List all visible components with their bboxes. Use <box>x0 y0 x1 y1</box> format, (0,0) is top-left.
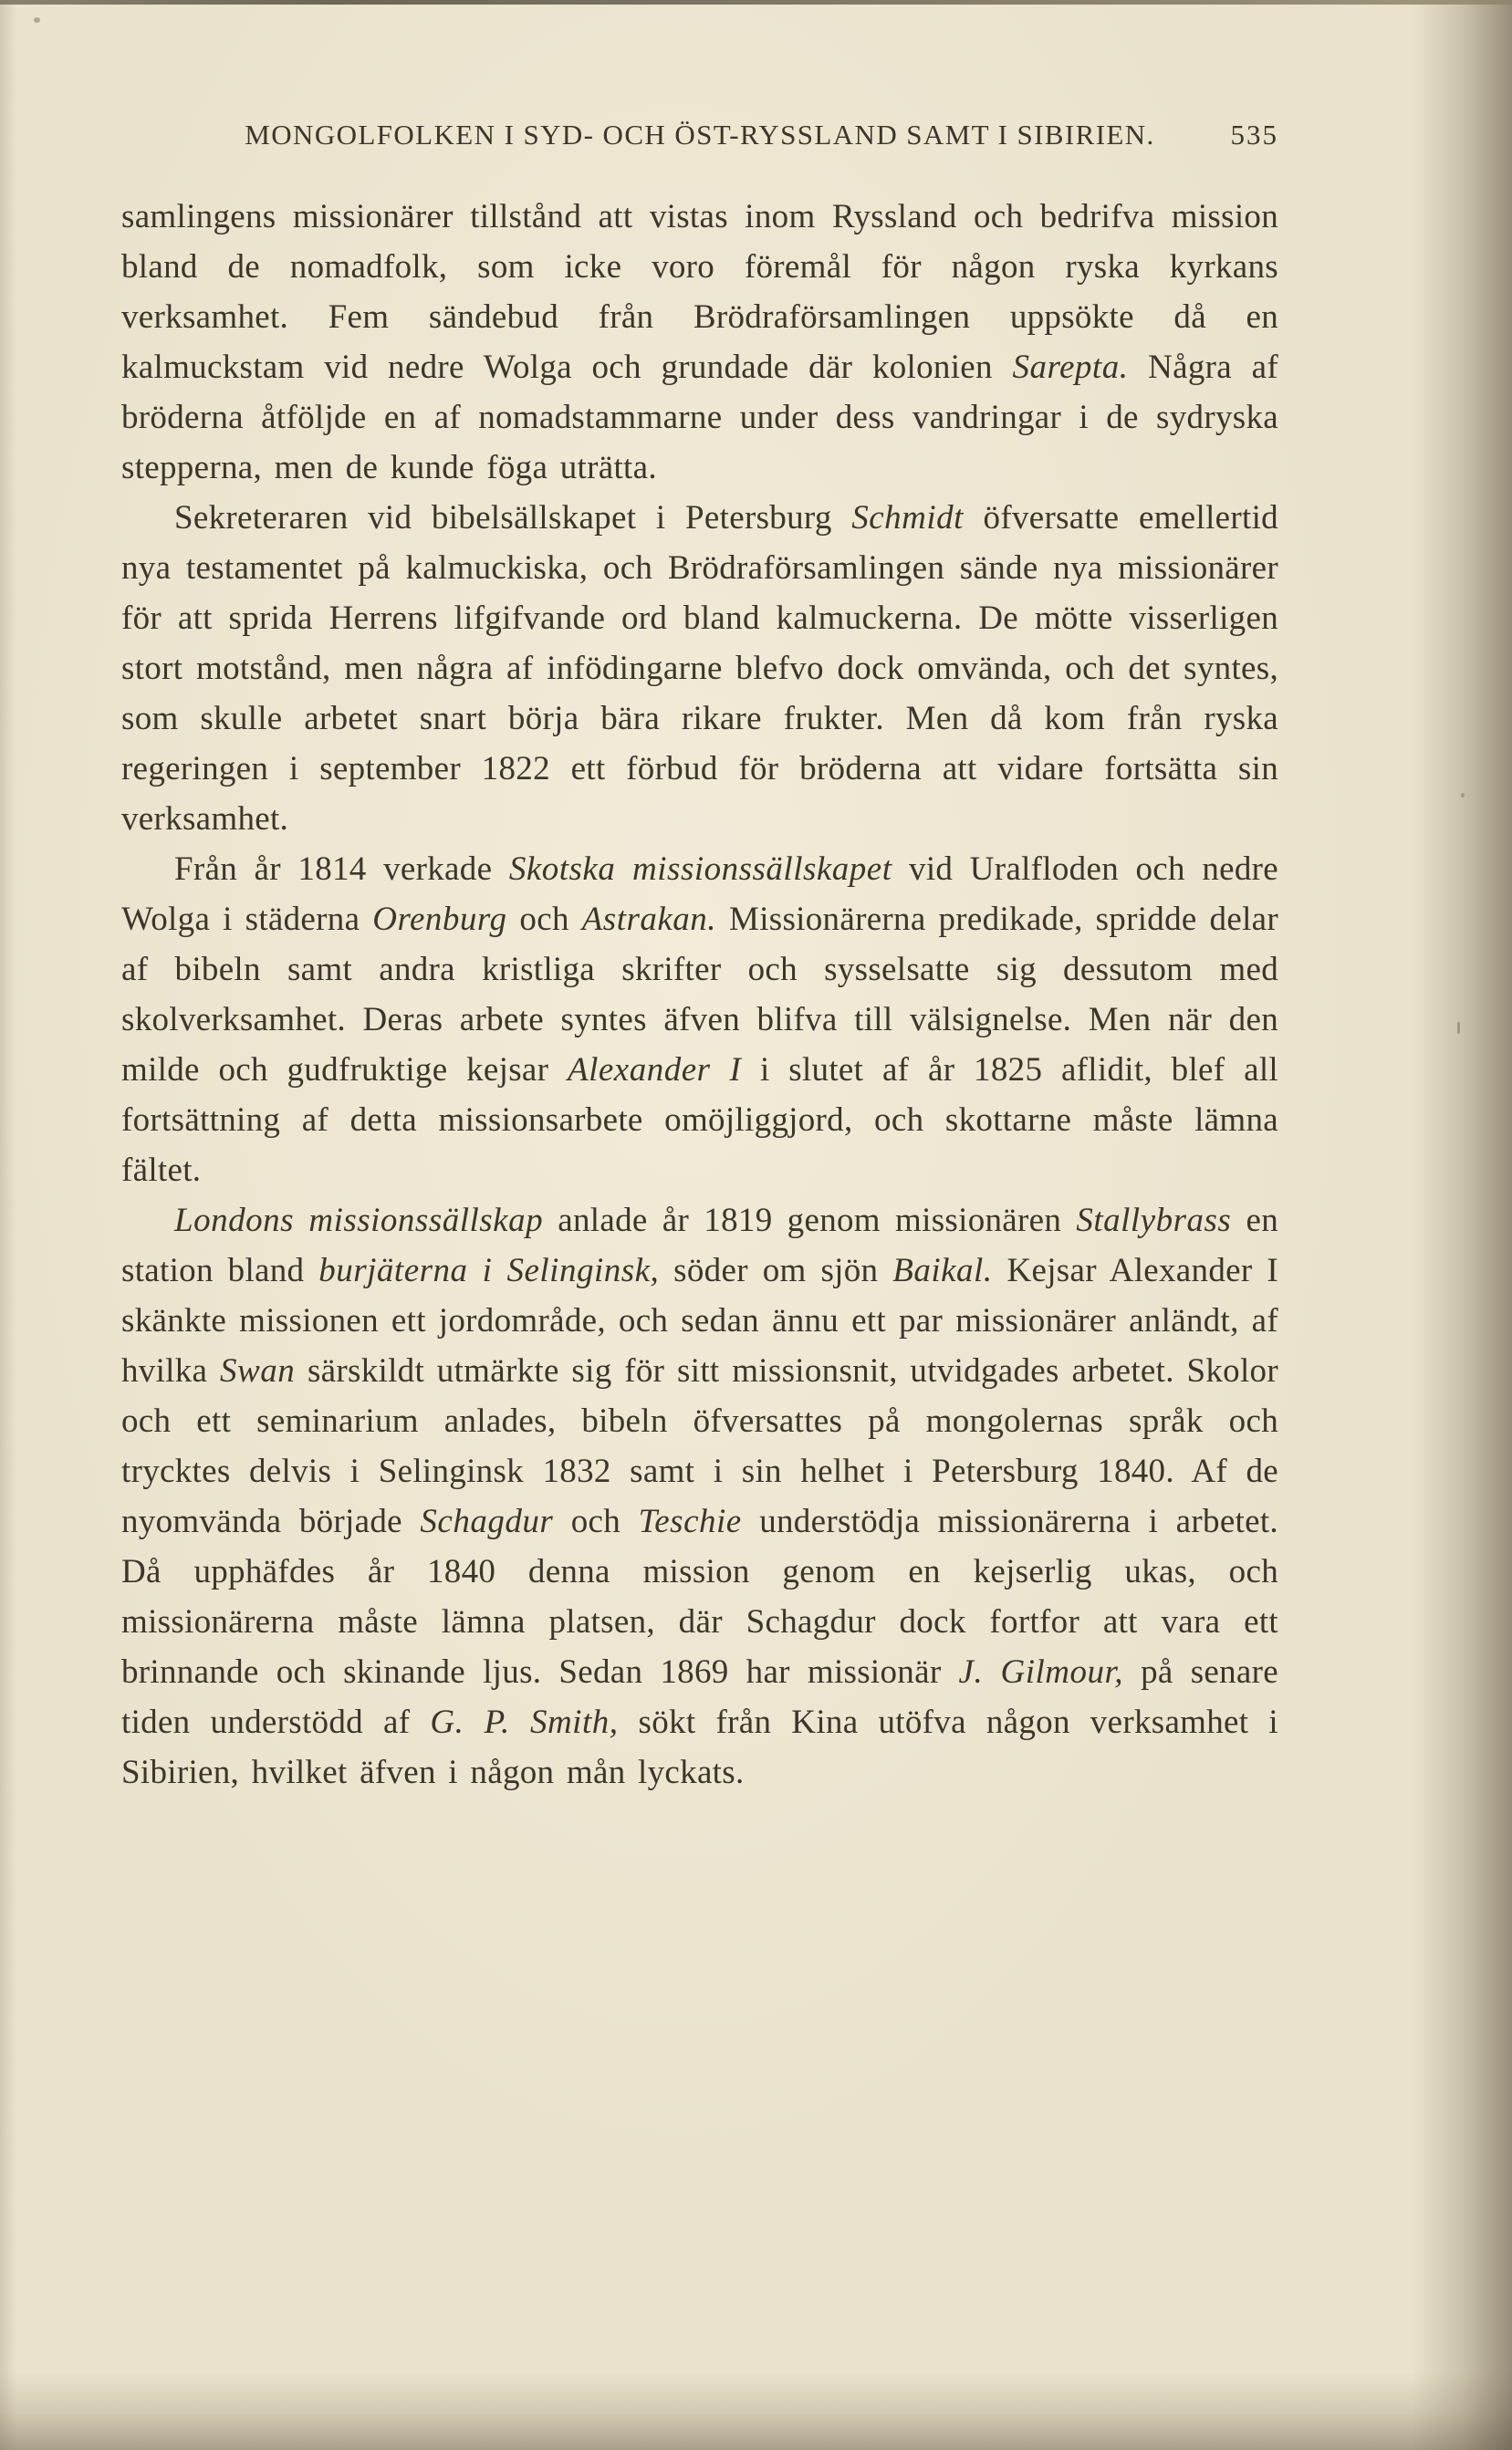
text-run: samlingens missionärer tillstånd att vistas inom Ryssland och bedrifva mission bland de nomadfolk, som icke voro föremål för någon ryska kyrkans verksamhet. Fem sändebud från Brödraförsamlingen uppsökte då en kalmuckstam vid nedre Wolga och grundade där kolonien <box>121 198 1278 386</box>
text-run: i slutet af år 1825 aflidit, blef all fortsättning af detta missionsarbete omöjliggjord, och skottarne måste lämna fältet. <box>121 1051 1278 1189</box>
text-run-italic: J. Gilmour, <box>958 1653 1124 1691</box>
text-run-italic: Swan <box>220 1352 296 1390</box>
text-run: anlade år 1819 genom missionären <box>543 1202 1077 1239</box>
text-run: sökt från Kina utöfva någon verksamhet i Sibirien, hvilket äfven i någon mån lyckats. <box>121 1704 1278 1791</box>
scan-speck <box>1457 1022 1460 1034</box>
text-run-italic: Stallybrass <box>1076 1202 1232 1239</box>
scan-speck <box>1461 793 1465 798</box>
body-text <box>121 192 1278 1798</box>
text-run: Kejsar Alexander I skänkte missionen ett jordområde, och sedan ännu ett par missionärer anländt, af hvilka <box>121 1252 1278 1390</box>
text-run-italic: Skotska missionssällskapet <box>508 850 892 888</box>
text-run: Några af bröderna åtföljde en af nomadstammarne under dess vandringar i de sydryska stepperna, men de kunde föga uträtta. <box>121 349 1278 486</box>
paragraph <box>121 844 1278 1195</box>
text-run-italic: Schagdur <box>420 1503 554 1540</box>
text-run: och <box>506 901 582 938</box>
text-run: öfversatte emellertid nya testamentet på kalmuckiska, och Brödraförsamlingen sände nya missionärer för att sprida Herrens lifgifvande ord bland kalmuckerna. De mötte visserligen stort motstånd, men några af infödingarne blefvo dock omvända, och det syntes, som skulle arbetet snart börja bära rikare frukter. Men då kom från ryska regeringen i september 1822 ett förbud för bröderna att vidare fortsätta sin verksamhet. <box>121 499 1278 838</box>
text-run-italic: Alexander I <box>568 1051 742 1089</box>
text-run: understödja missionärerna i arbetet. Då upphäfdes år 1840 denna mission genom en kejserlig ukas, och missionärerna måste lämna platsen, där Schagdur dock fortfor att vara ett brinnande och skinande ljus. Sedan 1869 har missionär <box>121 1503 1278 1691</box>
text-run: Från år 1814 verkade <box>174 850 509 888</box>
text-run-italic: G. P. Smith, <box>430 1704 619 1741</box>
paragraph <box>121 192 1278 493</box>
text-run-italic: Baikal. <box>892 1252 993 1289</box>
text-run-italic: Schmidt <box>851 499 964 537</box>
text-run-italic: burjäterna i Selinginsk, <box>318 1252 660 1289</box>
text-run: särskildt utmärkte sig för sitt missionsnit, utvidgades arbetet. Skolor och ett seminarium anlades, bibeln öfversattes på mongolernas språk och trycktes delvis i Selinginsk 1832 samt i sin helhet i Petersburg 1840. Af de nyomvända började <box>121 1352 1278 1540</box>
text-run-italic: Astrakan. <box>581 901 717 938</box>
text-run-italic: Sarepta. <box>1012 349 1129 386</box>
text-run: en station bland <box>121 1202 1279 1289</box>
text-run: och <box>553 1503 639 1540</box>
text-run-italic: Orenburg <box>372 901 507 938</box>
text-run: Sekreteraren vid bibelsällskapet i Petersburg <box>174 499 852 537</box>
text-block <box>121 119 1278 1798</box>
text-run-italic: Teschie <box>638 1503 742 1540</box>
paragraph <box>121 1195 1278 1798</box>
scan-speck <box>34 17 40 23</box>
paragraph <box>121 493 1278 844</box>
page-number: 535 <box>1230 119 1278 151</box>
text-run-italic: Londons missionssällskap <box>174 1202 544 1239</box>
text-run: vid Uralfloden och nedre Wolga i städerna <box>121 850 1279 938</box>
text-run: Missionärerna predikade, spridde delar af bibeln samt andra kristliga skrifter och sysselsatte sig dessutom med skolverksamhet. Deras arbete syntes äfven blifva till välsignelse. Men när den milde och gudfruktige kejsar <box>121 901 1278 1089</box>
text-run: söder om sjön <box>659 1252 893 1289</box>
scan-edge-artifact <box>0 0 1512 5</box>
running-head <box>121 119 1278 151</box>
running-head-title: MONGOLFOLKEN I SYD- OCH ÖST-RYSSLAND SAMT I SIBIRIEN. <box>245 119 1155 151</box>
text-run: på senare tiden understödd af <box>121 1653 1278 1741</box>
